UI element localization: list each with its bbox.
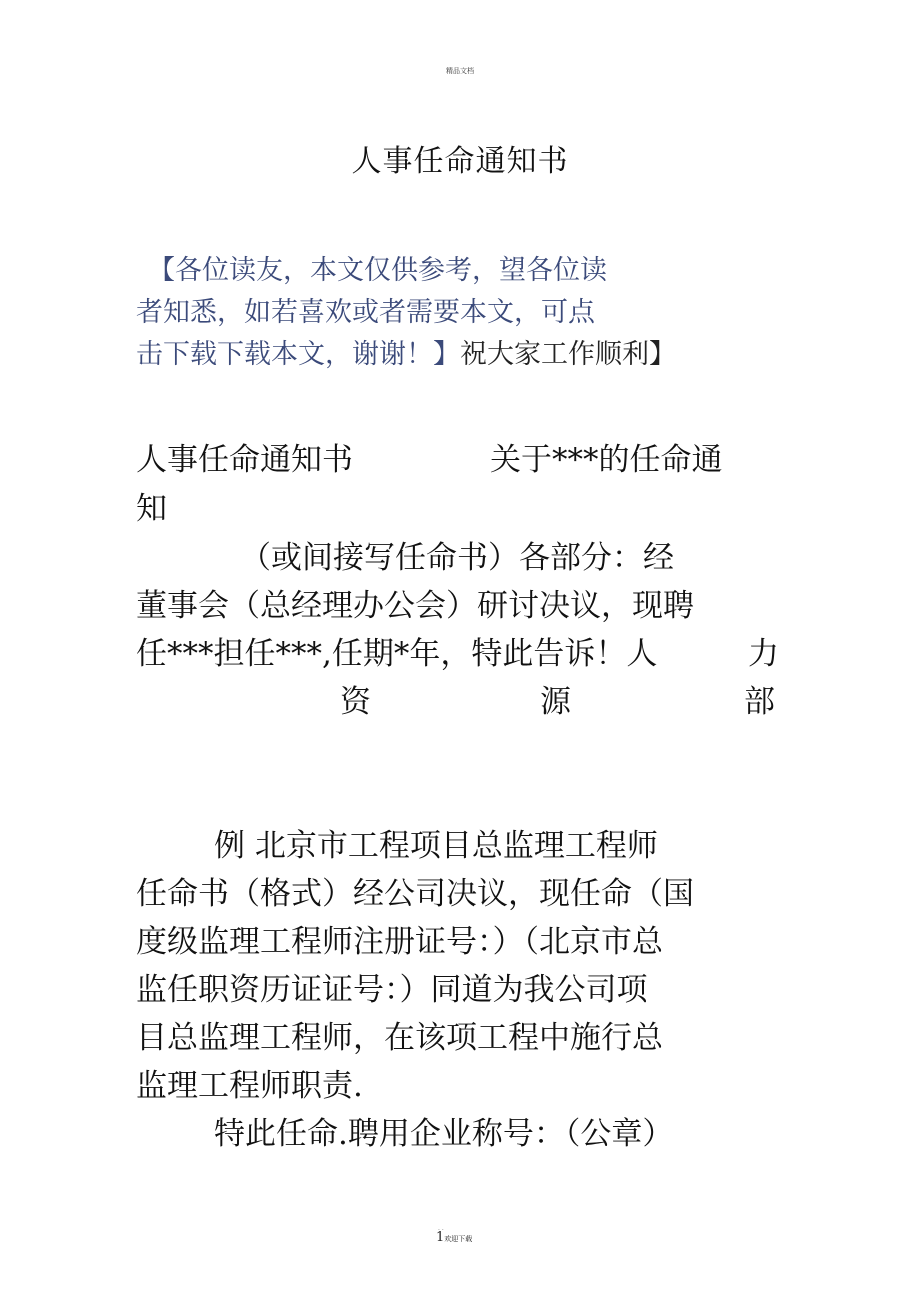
example-line-7: 特此任命.聘用企业称号：（公章） <box>214 1116 674 1152</box>
body-line-3: 任***担任***,任期*年，特此告诉！人 <box>136 636 658 672</box>
footer-dots: . . <box>438 1225 444 1232</box>
body-heading-left: 人事任命通知书 <box>136 442 353 478</box>
body-line-3-end: 力 <box>748 636 779 672</box>
page-footer <box>436 1230 472 1245</box>
notice-line-2: 者知悉，如若喜欢或者需要本文，可点 <box>136 297 595 328</box>
dept-char-3: 部 <box>744 684 775 720</box>
notice-line-1: 【各位读友，本文仅供参考，望各位读 <box>148 255 607 286</box>
example-line-3: 度级监理工程师注册证号：）（北京市总 <box>136 924 663 960</box>
page-number: 1 <box>436 1230 445 1245</box>
example-line-1: 例 北京市工程项目总监理工程师 <box>214 828 658 864</box>
example-line-6: 监理工程师职责. <box>136 1068 363 1104</box>
dept-char-2: 源 <box>540 684 571 720</box>
notice-line-3 <box>136 332 676 371</box>
header-note: 精品文档 <box>446 67 474 75</box>
notice-download-text: 击下载下载本文，谢谢！】 <box>136 339 460 370</box>
dept-char-1: 资 <box>340 684 371 720</box>
body-line-1: （或间接写任命书）各部分：经 <box>240 540 674 576</box>
example-line-2: 任命书（格式）经公司决议，现任命（国 <box>136 876 694 912</box>
footer-text: 欢迎下载 <box>444 1235 473 1243</box>
body-heading-wrap: 知 <box>136 491 167 527</box>
notice-wish-text: 祝大家工作顺利】 <box>460 339 676 370</box>
body-heading-right: 关于***的任命通 <box>490 442 723 478</box>
example-line-4: 监任职资历证证号：）同道为我公司项 <box>136 972 648 1008</box>
document-title: 人事任命通知书 <box>351 144 569 179</box>
body-line-2: 董事会（总经理办公会）研讨决议，现聘 <box>136 588 694 624</box>
example-line-5: 目总监理工程师，在该项工程中施行总 <box>136 1020 663 1056</box>
